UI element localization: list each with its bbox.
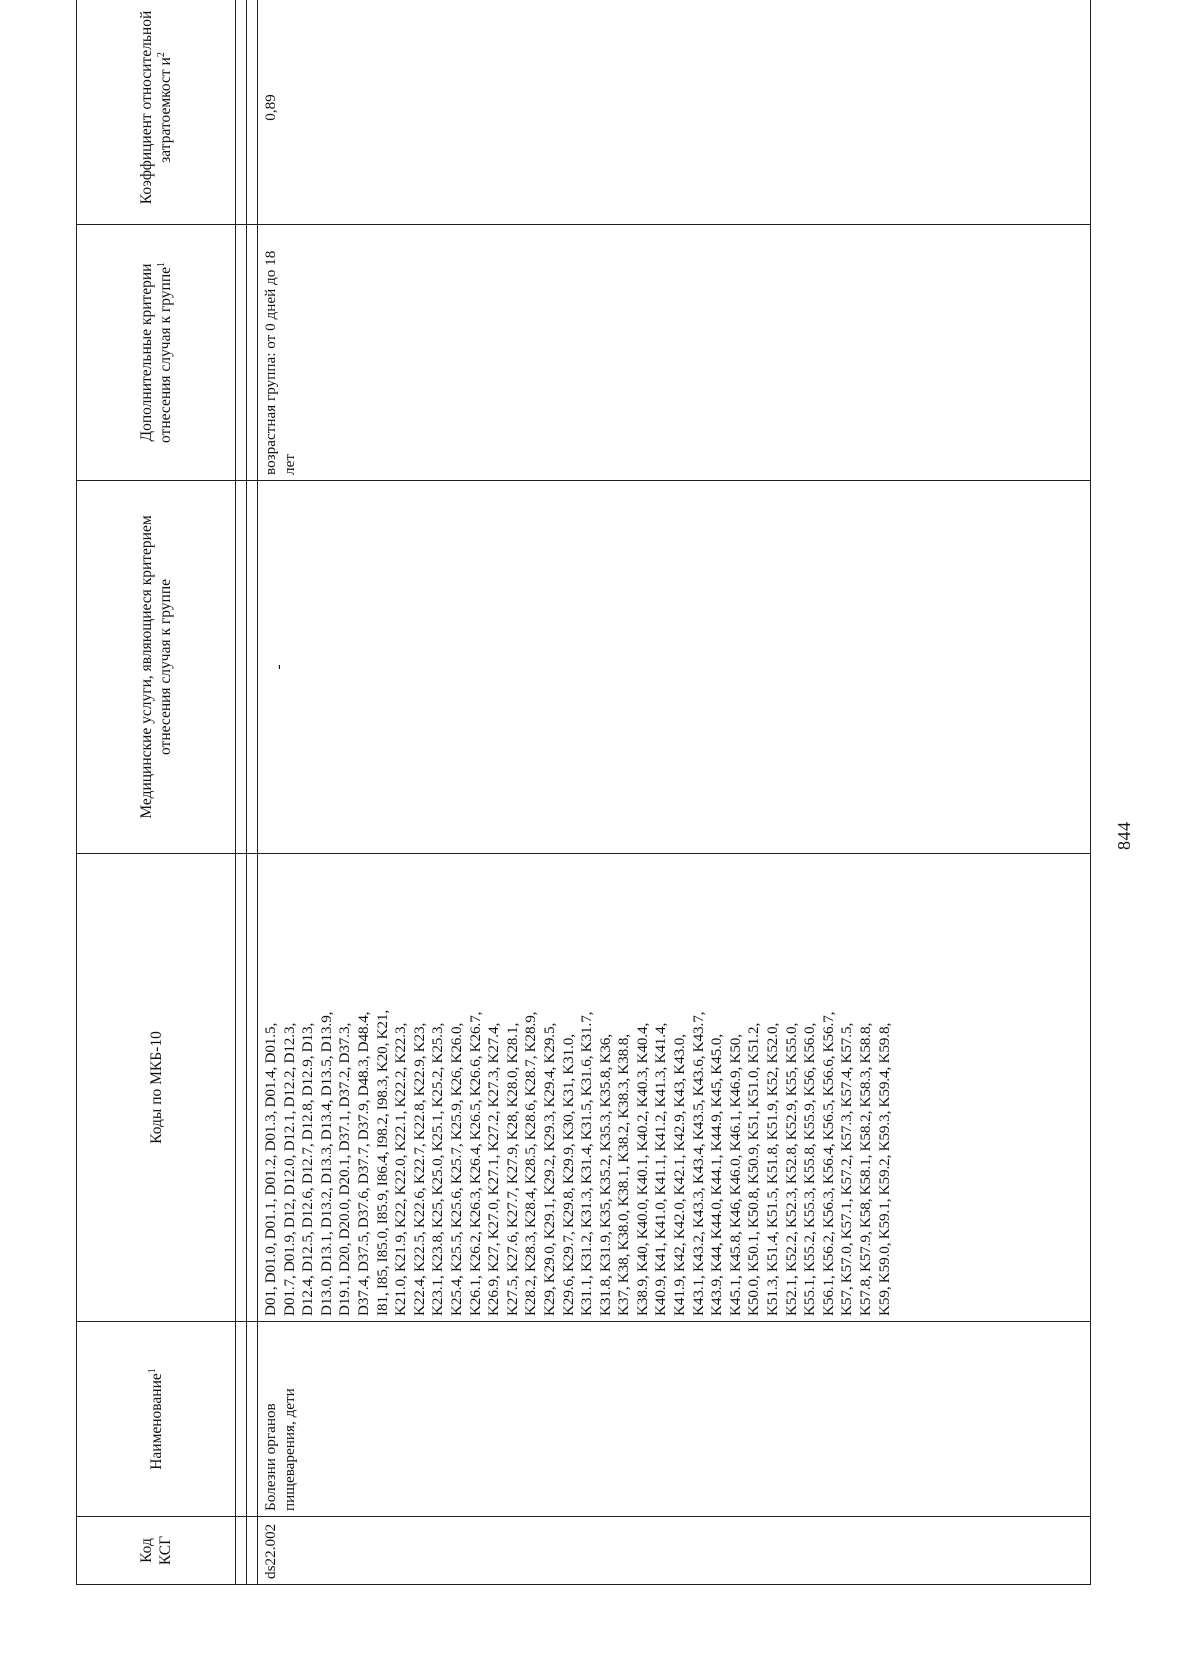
header-name: Наименование$^1$: [77, 1322, 236, 1517]
table-spacer-row: [236, 0, 247, 1585]
spacer-cell: [247, 225, 258, 481]
spacer-cell: [236, 1322, 247, 1517]
spacer-cell: [247, 854, 258, 1322]
cell-additional-criteria: возрастная группа: от 0 дней до 18 лет: [258, 225, 1091, 481]
spacer-cell: [247, 1517, 258, 1585]
header-mkb: Коды по МКБ-10: [77, 854, 236, 1322]
cell-mkb-codes: D01, D01.0, D01.1, D01.2, D01.3, D01.4, D01.5, D01.7, D01.9, D12, D12.0, D12.1, D12.2, D12.3, D12.4, D12.5, D12.6, D12.7, D12.8, D12.9, D13, D13.0, D13.1, D13.2, D13.3, D13.4, D13.5, D13.9, D19.1, D20, D20.0, D20.1, D37.1, D37.2, D37.3, D37.4, D37.5, D37.6, D37.7, D37.9, D48.3, D48.4, I81, I85, I85.0, I85.9, I86.4, I98.2, I98.3, K20, K21, K21.0, K21.9, K22, K22.0, K22.1, K22.2, K22.3, K22.4, K22.5, K22.6, K22.7, K22.8, K22.9, K23, K23.1, K23.8, K25, K25.0, K25.1, K25.2, K25.3, K25.4, K25.5, K25.6, K25.7, K25.9, K26, K26.0, K26.1, K26.2, K26.3, K26.4, K26.5, K26.6, K26.7, K26.9, K27, K27.0, K27.1, K27.2, K27.3, K27.4, K27.5, K27.6, K27.7, K27.9, K28, K28.0, K28.1, K28.2, K28.3, K28.4, K28.5, K28.6, K28.7, K28.9, K29, K29.0, K29.1, K29.2, K29.3, K29.4, K29.5, K29.6, K29.7, K29.8, K29.9, K30, K31, K31.0, K31.1, K31.2, K31.3, K31.4, K31.5, K31.6, K31.7, K31.8, K31.9, K35, K35.2, K35.3, K35.8, K36, K37, K38, K38.0, K38.1, K38.2, K38.3, K38.8, K38.9, K40, K40.0, K40.1, K40.2, K40.3, K40.4, K40.9, K41, K41.0, K41.1, K41.2, K41.3, K41.4, K41.9, K42, K42.0, K42.1, K42.9, K43, K43.0, K43.1, K43.2, K43.3, K43.4, K43.5, K43.6, K43.7, K43.9, K44, K44.0, K44.1, K44.9, K45, K45.0, K45.1, K45.8, K46, K46.0, K46.1, K46.9, K50, K50.0, K50.1, K50.8, K50.9, K51, K51.0, K51.2, K51.3, K51.4, K51.5, K51.8, K51.9, K52, K52.0, K52.1, K52.2, K52.3, K52.8, K52.9, K55, K55.0, K55.1, K55.2, K55.3, K55.8, K55.9, K56, K56.0, K56.1, K56.2, K56.3, K56.4, K56.5, K56.6, K56.7, K57, K57.0, K57.1, K57.2, K57.3, K57.4, K57.5, K57.8, K57.9, K58, K58.1, K58.2, K58.3, K58.8, K59, K59.0, K59.1, K59.2, K59.3, K59.4, K59.8,: [258, 854, 1091, 1322]
header-med-services: Медицинские услуги, являющиеся критерием отнесения случая к группе: [77, 481, 236, 854]
spacer-cell: [236, 481, 247, 854]
table-spacer-row: [247, 0, 258, 1585]
spacer-cell: [236, 225, 247, 481]
cell-coefficient: 0,89: [258, 0, 1091, 225]
ksg-table: [76, 0, 1091, 1585]
cell-med-services: -: [258, 481, 1091, 854]
spacer-cell: [236, 1517, 247, 1585]
spacer-cell: [247, 1322, 258, 1517]
header-coefficient: Коэффициент относительной затратоемкост $и^2$: [77, 0, 236, 225]
cell-name: Болезни органов пищеварения, дети: [258, 1322, 1091, 1517]
page-number: 844: [1114, 821, 1134, 850]
spacer-cell: [247, 0, 258, 225]
header-additional-criteria: Дополнительные критерии отнесения случая к группе$^1$: [77, 225, 236, 481]
header-code: Код КСГ: [77, 1517, 236, 1585]
spacer-cell: [236, 0, 247, 225]
spacer-cell: [236, 854, 247, 1322]
cell-code: ds22.002: [258, 1517, 1091, 1585]
spacer-cell: [247, 481, 258, 854]
table-row: [258, 0, 1091, 1585]
table-header-row: [77, 0, 236, 1585]
